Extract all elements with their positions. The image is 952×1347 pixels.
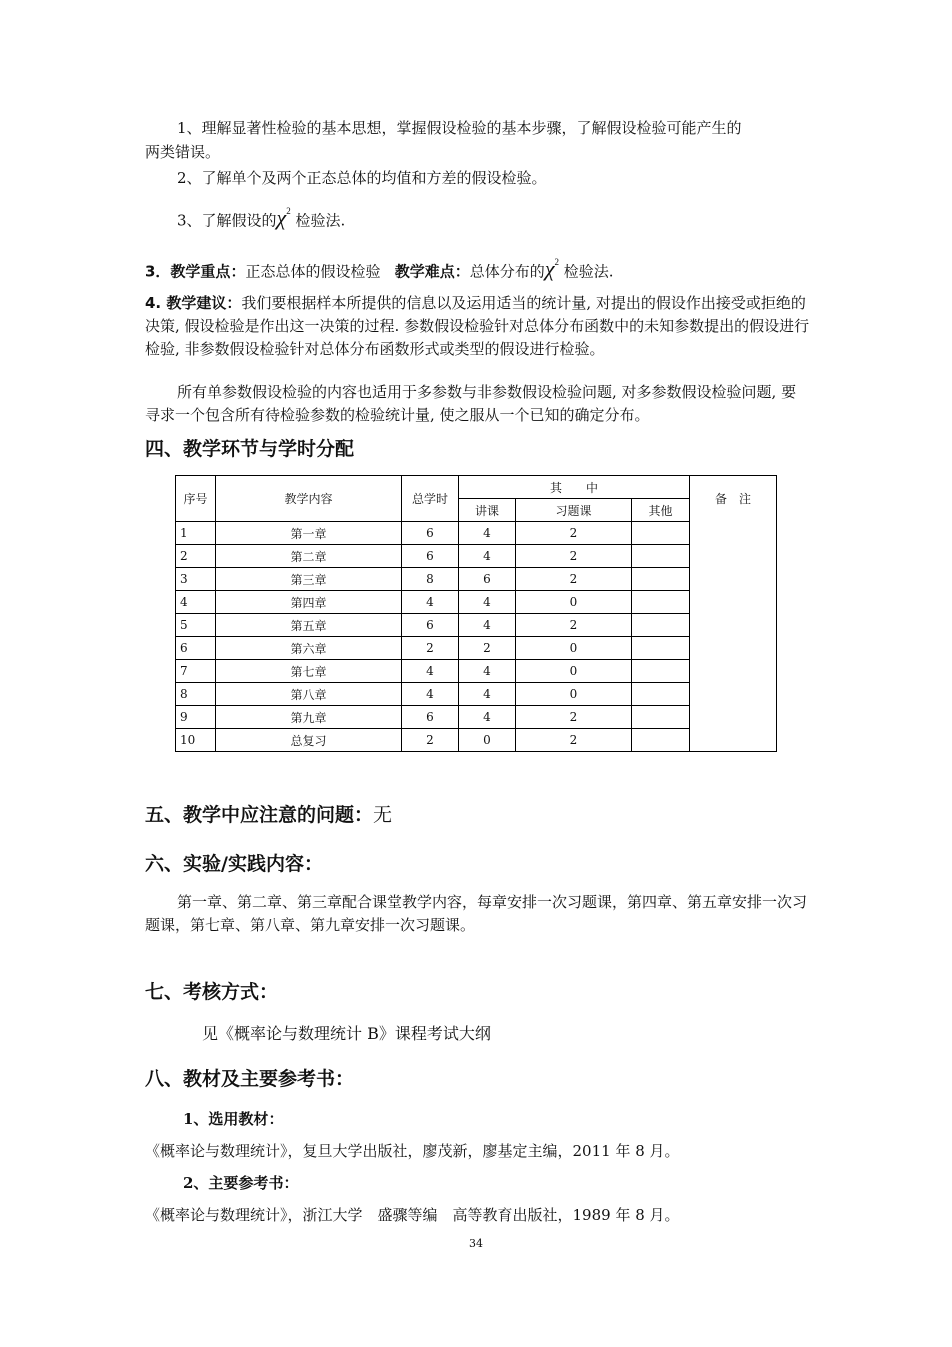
- chi-square-symbol-2: $\chi^2$: [544, 256, 559, 282]
- teaching-advice-label: 4. 教学建议：: [145, 294, 242, 312]
- assessment-text: 见《概率论与数理统计 B》课程考试大纲: [202, 1024, 491, 1043]
- teaching-difficulty-label: 教学难点：: [394, 262, 470, 281]
- header-content: 教学内容: [216, 476, 402, 522]
- header-no: 序号: [176, 476, 216, 522]
- objective-3: [177, 203, 842, 232]
- teaching-difficulty-text: 总体分布的: [469, 262, 545, 281]
- teaching-advice-para-2: 所有单参数假设检验的内容也适用于多参数与非参数假设检验问题, 对多参数假设检验问题, 要寻求一个包含所有待检验参数的检验统计量, 使之服从一个已知的确定分布。: [145, 383, 797, 424]
- other-cell: [632, 706, 690, 729]
- other-cell: [632, 637, 690, 660]
- practice-text: 第一章、第二章、第三章配合课堂教学内容，每章安排一次习题课，第四章、第五章安排一次习题课，第七章、第八章、第九章安排一次习题课。: [145, 893, 808, 934]
- heading-notes-title: 五、教学中应注意的问题：: [145, 804, 374, 826]
- textbook-text: 《概率论与数理统计》，复旦大学出版社，廖茂新，廖基定主编，2011 年 8 月。: [145, 1142, 680, 1160]
- textbook-label: 1、选用教材：: [183, 1110, 284, 1128]
- table-row: 4 第四章 4 4 0: [176, 591, 777, 614]
- other-cell: [632, 660, 690, 683]
- teaching-focus: [145, 254, 810, 283]
- table-row: 7 第七章 4 4 0: [176, 660, 777, 683]
- header-note: 备 注: [690, 476, 777, 752]
- table-row: 6 第六章 2 2 0: [176, 637, 777, 660]
- teaching-difficulty-suffix: 检验法.: [563, 262, 614, 281]
- header-among: 其 中: [459, 476, 690, 499]
- table-row: 1 第一章 6 4 2: [176, 522, 777, 545]
- table-row: 3 第三章 8 6 2: [176, 568, 777, 591]
- table-row: 10 总复习 2 0 2: [176, 729, 777, 752]
- reference-label: 2、主要参考书：: [183, 1174, 299, 1192]
- teaching-advice: [145, 292, 810, 361]
- heading-notes: [145, 802, 392, 828]
- header-other: 其他: [632, 499, 690, 522]
- heading-textbooks: 八、教材及主要参考书：: [145, 1068, 355, 1090]
- objective-1-line-1: 1、理解显著性检验的基本思想，掌握假设检验的基本步骤，了解假设检验可能产生的: [177, 119, 742, 137]
- chi-square-symbol: $\chi^2$: [276, 205, 291, 231]
- other-cell: [632, 545, 690, 568]
- objective-3-text: 3、了解假设的: [177, 211, 277, 230]
- page-number: 34: [469, 1237, 483, 1250]
- header-total: 总学时: [402, 476, 459, 522]
- heading-assessment: 七、考核方式：: [145, 981, 279, 1003]
- other-cell: [632, 591, 690, 614]
- objective-3-suffix: 检验法.: [295, 211, 346, 230]
- other-cell: [632, 729, 690, 752]
- table-row: 8 第八章 4 4 0: [176, 683, 777, 706]
- other-cell: [632, 522, 690, 545]
- header-exercise: 习题课: [516, 499, 632, 522]
- header-lecture: 讲课: [459, 499, 516, 522]
- other-cell: [632, 614, 690, 637]
- other-cell: [632, 683, 690, 706]
- objective-1-line-2: 两类错误。: [145, 143, 221, 161]
- table-row: 5 第五章 6 4 2: [176, 614, 777, 637]
- heading-practice: 六、实验/实践内容：: [145, 853, 323, 875]
- reference-text: 《概率论与数理统计》，浙江大学 盛骤等编 高等教育出版社，1989 年 8 月。: [145, 1206, 680, 1224]
- table-row: 2 第二章 6 4 2: [176, 545, 777, 568]
- other-cell: [632, 568, 690, 591]
- teaching-focus-text: 正态总体的假设检验: [245, 262, 381, 281]
- heading-schedule: 四、教学环节与学时分配: [145, 438, 355, 460]
- table-row: 9 第九章 6 4 2: [176, 706, 777, 729]
- heading-notes-value: 无: [373, 804, 393, 826]
- schedule-table: [175, 475, 777, 752]
- objective-2: 2、了解单个及两个正态总体的均值和方差的假设检验。: [177, 169, 547, 187]
- teaching-advice-text: 我们要根据样本所提供的信息以及运用适当的统计量, 对提出的假设作出接受或拒绝的决策, 假设检验是作出这一决策的过程. 参数假设检验针对总体分布函数中的未知参数提出的假设进行检验, 非参数假设检验针对总体分布函数形式或类型的假设进行检验。: [145, 294, 810, 358]
- teaching-focus-label: 3．教学重点：: [145, 262, 246, 281]
